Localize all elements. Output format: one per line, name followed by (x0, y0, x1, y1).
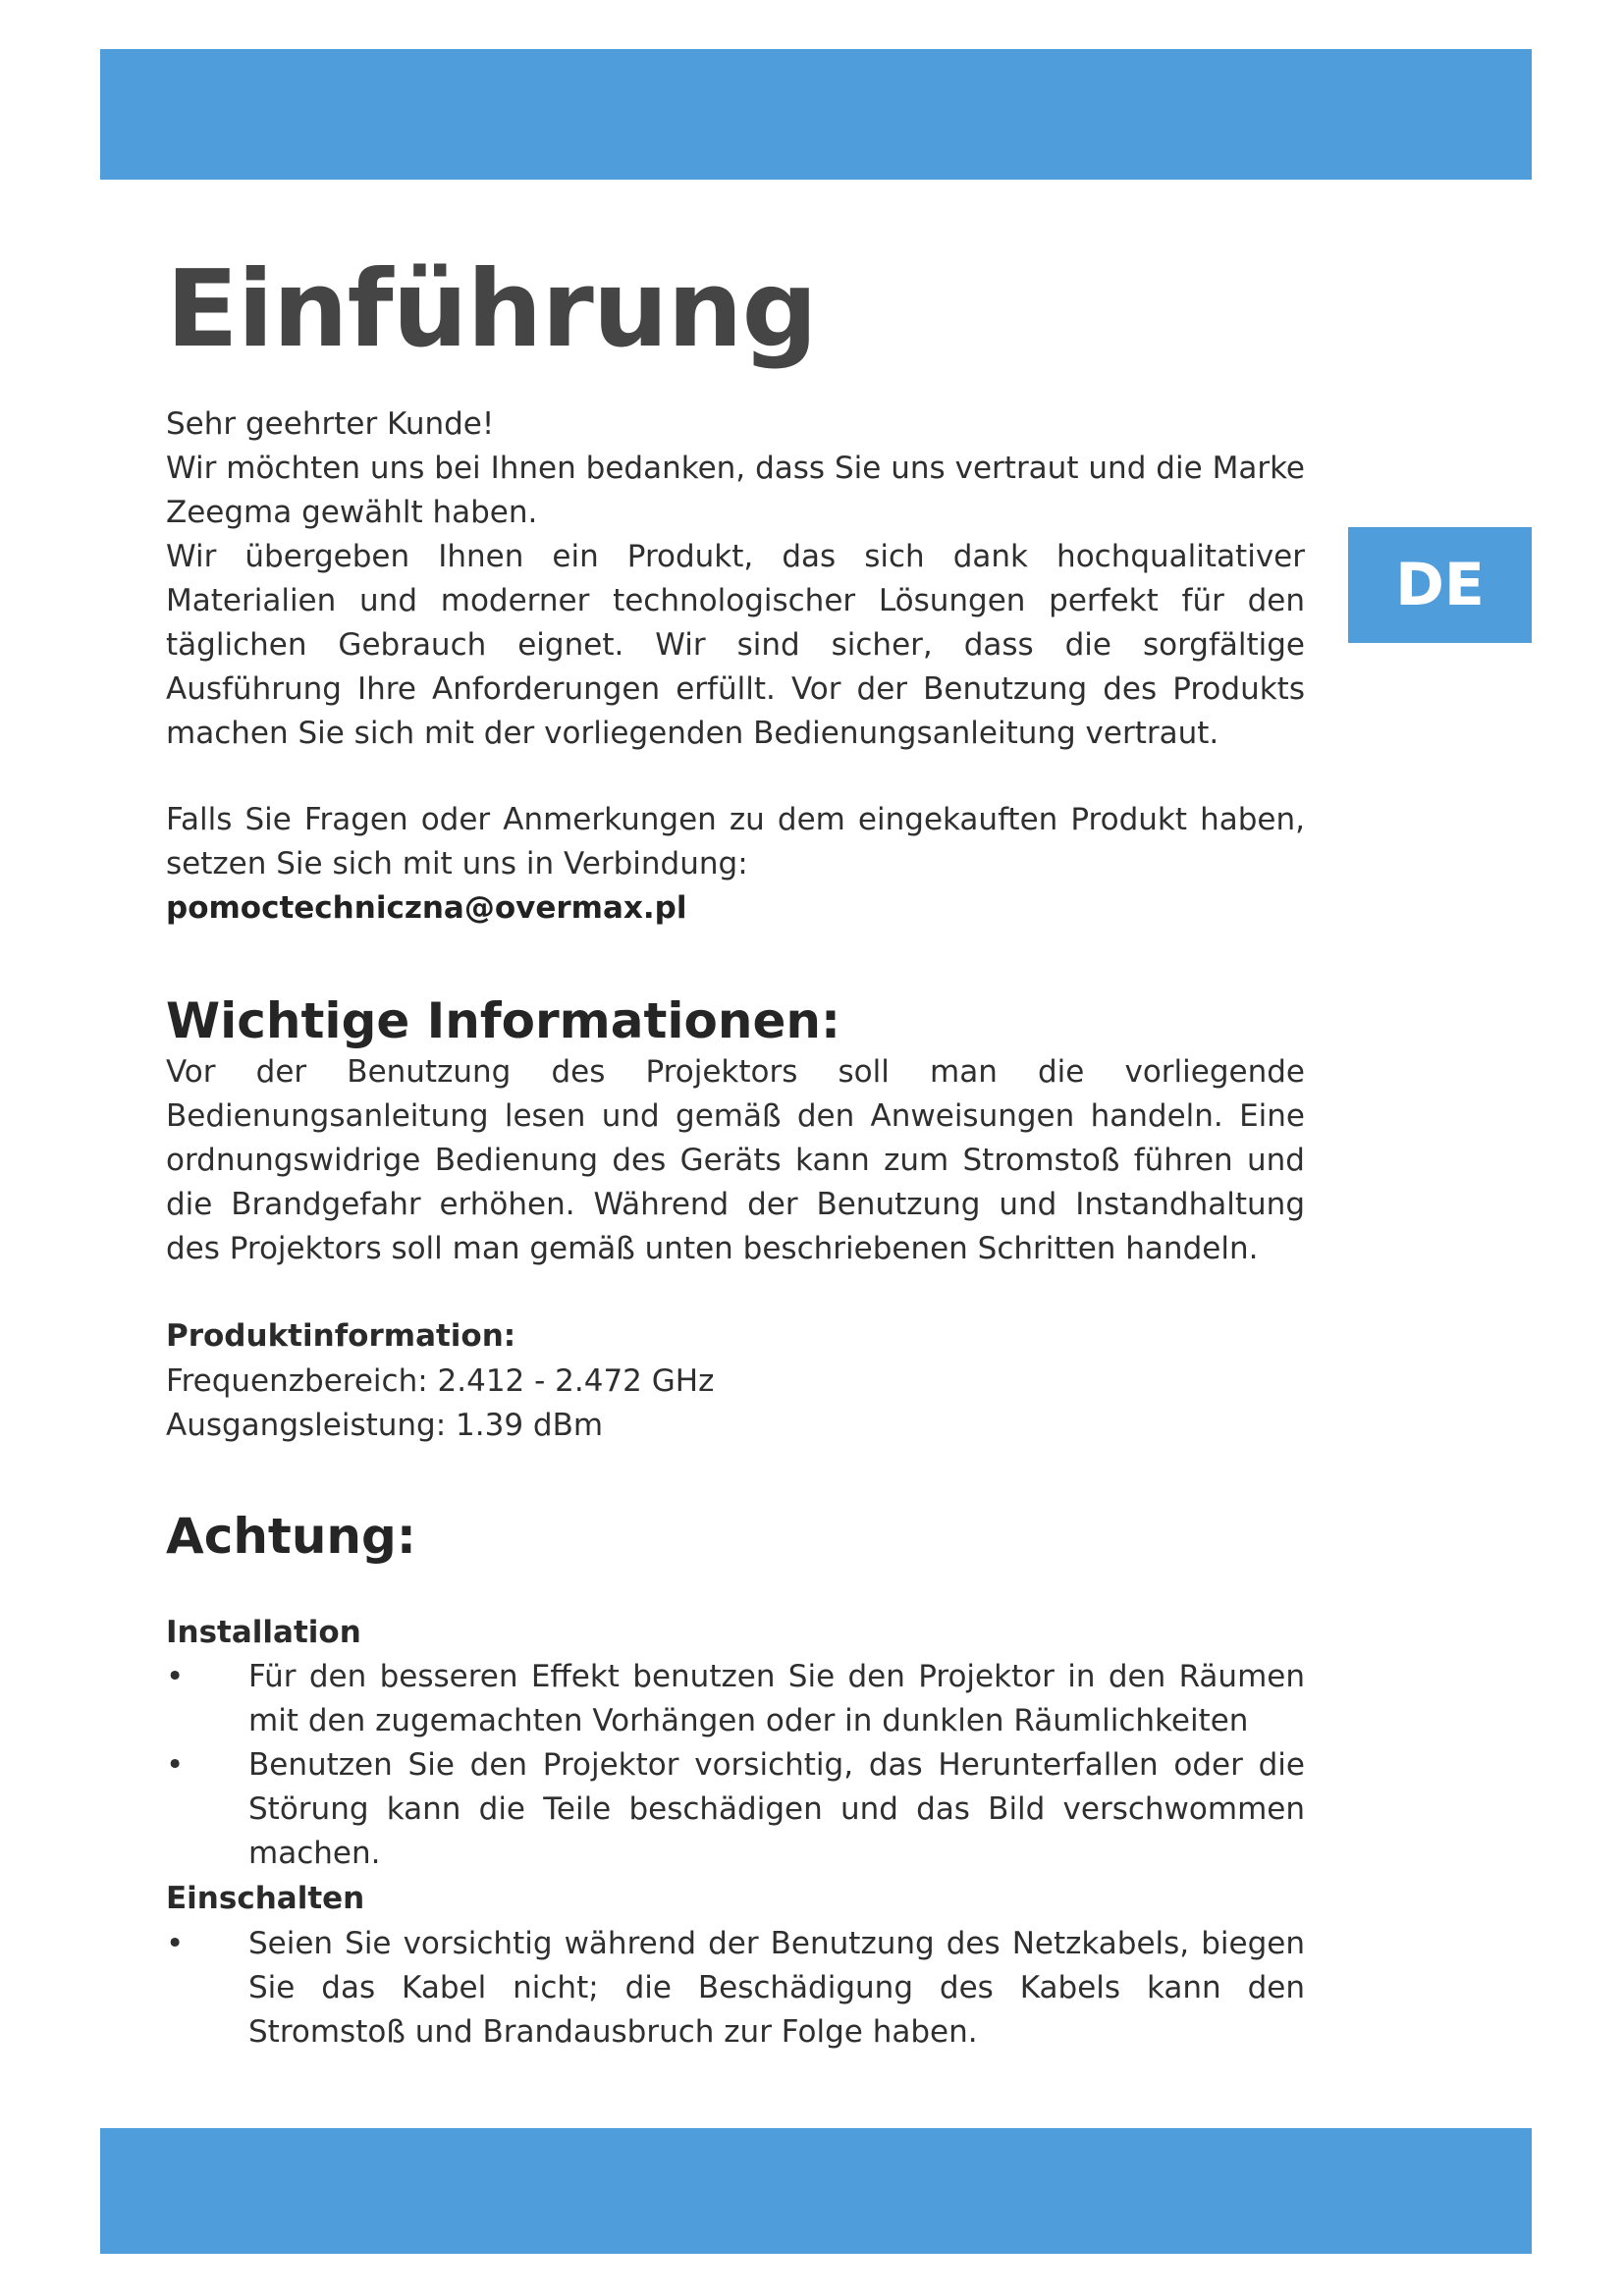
contact-paragraph: Falls Sie Fragen oder Anmerkungen zu dem eingekauften Produkt haben, setzen Sie sich mit uns in Verbindung: (166, 802, 1305, 881)
attention-title: Achtung: (166, 1508, 416, 1565)
important-paragraph: Vor der Benutzung des Projektors soll man die vorliegende Bedienungsanleitung lesen und gemäß den Anweisungen handeln. Eine ordnungswidrige Bedienung des Geräts kann zum Stromstoß führen und die Brandgefahr erhöhen. Während der Benutzung und Instandhaltung des Projektors soll man gemäß unten beschriebenen Schritten handeln. (166, 1054, 1305, 1266)
intro-title: Einführung (166, 248, 817, 371)
installation-title: Installation (166, 1615, 361, 1650)
list-item: • Benutzen Sie den Projektor vorsichtig, das Herunterfallen oder die Störung kann die Teile beschädigen und das Bild verschwommen machen. (166, 1743, 1305, 1876)
output-power: Ausgangsleistung: 1.39 dBm (166, 1408, 604, 1443)
power-title: Einschalten (166, 1881, 365, 1916)
important-title: Wichtige Informationen: (166, 992, 840, 1049)
important-text (166, 1050, 1305, 1271)
greeting: Sehr geehrter Kunde! (166, 406, 495, 442)
list-item: • Für den besseren Effekt benutzen Sie den Projektor in den Räumen mit den zugemachten Vorhängen oder in dunklen Räumlichkeiten (166, 1655, 1305, 1743)
product-info-text (166, 1360, 1305, 1448)
support-email: pomoctechniczna@overmax.pl (166, 890, 687, 926)
list-item: • Seien Sie vorsichtig während der Benutzung des Netzkabels, biegen Sie das Kabel nicht; die Beschädigung des Kabels kann den Stromstoß und Brandausbruch zur Folge haben. (166, 1922, 1305, 2055)
frequency-range: Frequenzbereich: 2.412 - 2.472 GHz (166, 1363, 715, 1399)
intro-paragraph-1: Wir möchten uns bei Ihnen bedanken, dass Sie uns vertraut und die Marke Zeegma gewählt haben. (166, 451, 1305, 530)
footer-bar (100, 2128, 1532, 2254)
power-list (166, 1922, 1305, 2055)
intro-text (166, 402, 1305, 756)
contact-text (166, 798, 1305, 931)
header-bar (100, 49, 1532, 180)
intro-paragraph-2: Wir übergeben Ihnen ein Produkt, das sich dank hochqualitativer Materialien und moderner technologischer Lösungen perfekt für den täglichen Gebrauch eignet. Wir sind sicher, dass die sorgfältige Ausführung Ihre Anforderungen erfüllt. Vor der Benutzung des Produkts machen Sie sich mit der vorliegenden Bedienungsanleitung vertraut. (166, 539, 1305, 751)
product-info-title: Produktinformation: (166, 1318, 516, 1354)
installation-list (166, 1655, 1305, 1876)
language-tab: DE (1348, 527, 1532, 643)
